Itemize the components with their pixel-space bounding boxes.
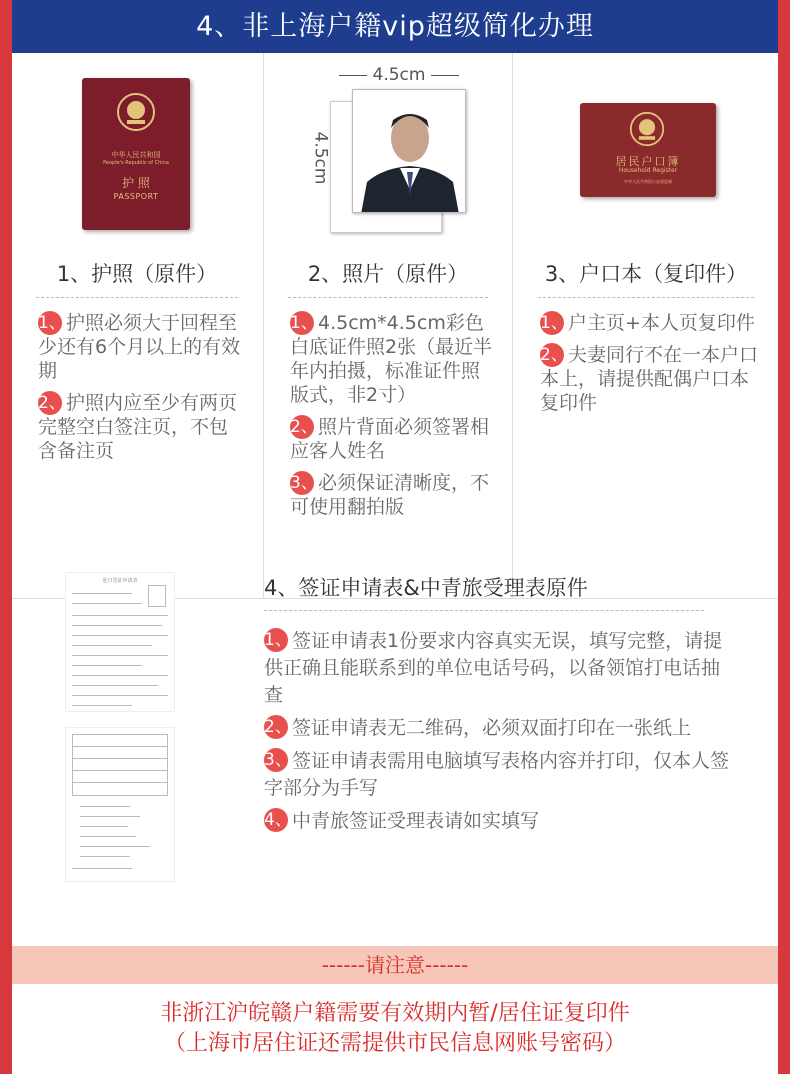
note-text: 护照内应至少有两页完整空白签注页，不包含备注页 <box>38 392 238 462</box>
note-number-badge: 2、 <box>264 717 292 737</box>
photo-sample <box>352 89 466 213</box>
note-item <box>264 748 734 802</box>
passport-cover-title: 护 照 <box>122 176 150 190</box>
note-text: 护照必须大于回程至少还有6个月以上的有效期 <box>38 312 241 382</box>
note-item <box>264 628 734 709</box>
passport-cover-subtext: People's Republic of China <box>103 160 169 166</box>
note-item <box>290 471 494 519</box>
note-number-badge: 3、 <box>264 750 292 770</box>
note-number-badge: 1、 <box>264 630 292 650</box>
hukou-image <box>580 103 716 197</box>
note-number-badge: 2、 <box>290 417 318 437</box>
section-header: 4、非上海户籍vip超级简化办理 <box>12 0 778 53</box>
note-text: 夫妻同行不在一本户口本上，请提供配偶户口本复印件 <box>540 344 759 414</box>
note-text: 签证申请表1份要求内容真实无误，填写完整，请提供正确且能联系到的单位电话号码，以备领馆打电话抽查 <box>264 630 723 706</box>
person-silhouette-icon <box>353 90 466 213</box>
notice-line-2: （上海市居住证还需提供市民信息网账号密码） <box>163 1031 626 1056</box>
note-item <box>264 715 734 742</box>
note-number-badge: 1、 <box>290 313 318 333</box>
notice-box <box>12 984 778 1074</box>
note-number-badge: 3、 <box>290 473 318 493</box>
national-emblem-icon <box>116 92 156 132</box>
note-text: 签证申请表无二维码，必须双面打印在一张纸上 <box>292 717 692 739</box>
passport-cover-text: 中华人民共和国 <box>111 151 161 159</box>
note-number-badge: 4、 <box>264 810 292 830</box>
note-item <box>290 415 494 463</box>
note-text: 照片背面必须签署相应客人姓名 <box>290 416 490 462</box>
form-title-text: 赴日签证申请表 <box>102 578 138 584</box>
note-text: 签证申请表需用电脑填写表格内容并打印，仅本人签字部分为手写 <box>264 750 730 799</box>
note-number-badge: 1、 <box>38 313 66 333</box>
note-item <box>290 311 494 407</box>
application-title: 4、签证申请表&中青旅受理表原件 <box>264 576 588 600</box>
note-text: 必须保证清晰度，不可使用翻拍版 <box>290 472 490 518</box>
hukou-cover-subtext: 中华人民共和国公安部监制 <box>624 179 672 184</box>
note-item <box>540 343 760 415</box>
national-emblem-icon <box>629 111 665 147</box>
hukou-cover-title: 居民户口簿 <box>615 155 681 168</box>
passport-notes <box>38 311 244 471</box>
photo-notes <box>290 311 494 527</box>
notice-line-1: 非浙江沪皖赣户籍需要有效期内暂/居住证复印件 <box>160 1001 630 1026</box>
photo-height-label: 4.5cm <box>310 131 331 185</box>
visa-application-form-image <box>65 572 175 712</box>
note-text: 户主页+本人页复印件 <box>568 312 755 334</box>
note-text: 中青旅签证受理表请如实填写 <box>292 810 540 832</box>
divider <box>36 297 238 298</box>
photo-width-dimension <box>324 65 474 85</box>
divider <box>288 297 488 298</box>
acceptance-form-image <box>65 727 175 882</box>
note-number-badge: 1、 <box>540 313 568 333</box>
divider <box>538 297 754 298</box>
note-text: 4.5cm*4.5cm彩色白底证件照2张（最近半年内拍摄，标准证件照版式，非2寸） <box>290 312 493 406</box>
application-form-images <box>65 572 180 887</box>
photo-column <box>263 53 513 598</box>
passport-title: 1、护照（原件） <box>56 262 218 286</box>
note-item <box>38 391 244 463</box>
passport-cover-english: PASSPORT <box>113 192 159 201</box>
note-number-badge: 2、 <box>540 345 568 365</box>
notice-label: ------请注意------ <box>12 946 778 984</box>
passport-column <box>12 53 262 598</box>
hukou-notes <box>540 311 760 423</box>
photo-title: 2、照片（原件） <box>307 262 469 286</box>
note-item <box>540 311 760 335</box>
passport-image <box>82 78 190 230</box>
application-notes <box>264 628 734 841</box>
hukou-cover-english: Household Register <box>618 167 678 174</box>
hukou-title: 3、户口本（复印件） <box>544 262 748 286</box>
hukou-column <box>514 53 778 598</box>
divider <box>264 610 704 611</box>
photo-width-label: 4.5cm <box>372 65 426 85</box>
note-item <box>38 311 244 383</box>
note-number-badge: 2、 <box>38 393 66 413</box>
note-item <box>264 808 734 835</box>
